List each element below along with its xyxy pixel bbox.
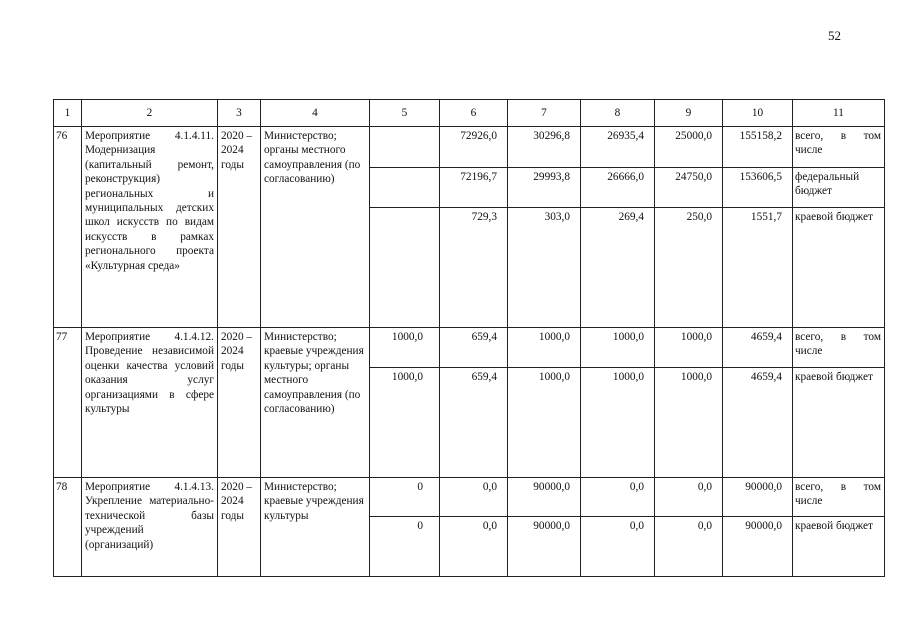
header-cell: 8 [581,100,655,127]
amount-total: 4659,4 [723,368,793,478]
table-row [54,328,885,368]
amount-col5 [370,127,440,168]
funding-source: краевой бюджет [793,368,885,478]
amount-col9: 0,0 [655,478,723,517]
amount-total: 1551,7 [723,208,793,328]
amount-col7: 1000,0 [508,328,581,368]
amount-col8: 1000,0 [581,328,655,368]
amount-col9: 24750,0 [655,168,723,208]
amount-col6: 729,3 [440,208,508,328]
header-cell: 6 [440,100,508,127]
amount-col9: 1000,0 [655,328,723,368]
executor: Министерство; краевые учреждения культуры; органы местного самоуправления (по согласованию) [261,328,370,478]
amount-col5 [370,208,440,328]
header-cell: 9 [655,100,723,127]
program-table [53,99,885,577]
event-name: Мероприятие 4.1.4.13. Укрепление материально-технической базы учреждений (организаций) [82,478,218,577]
header-cell: 4 [261,100,370,127]
table-row [54,127,885,168]
amount-total: 90000,0 [723,517,793,577]
row-number: 77 [54,328,82,478]
event-name: Мероприятие 4.1.4.12. Проведение независимой оценки качества условий оказания услуг организациями в сфере культуры [82,328,218,478]
amount-col8: 1000,0 [581,368,655,478]
amount-col7: 29993,8 [508,168,581,208]
page-number: 52 [828,28,841,43]
funding-source: всего, в том числе [793,127,885,168]
funding-source: федеральный бюджет [793,168,885,208]
row-number: 76 [54,127,82,328]
amount-col5: 0 [370,478,440,517]
row-number: 78 [54,478,82,577]
header-row [54,100,885,127]
executor: Министерство; краевые учреждения культуры [261,478,370,577]
funding-source: всего, в том числе [793,478,885,517]
amount-col7: 30296,8 [508,127,581,168]
amount-col7: 303,0 [508,208,581,328]
header-cell: 10 [723,100,793,127]
amount-col7: 90000,0 [508,478,581,517]
amount-col7: 1000,0 [508,368,581,478]
amount-col7: 90000,0 [508,517,581,577]
header-cell: 5 [370,100,440,127]
amount-col8: 269,4 [581,208,655,328]
header-cell: 1 [54,100,82,127]
amount-col5 [370,168,440,208]
amount-col8: 0,0 [581,478,655,517]
period: 2020 – 2024 годы [218,127,261,328]
amount-col9: 250,0 [655,208,723,328]
period: 2020 – 2024 годы [218,328,261,478]
amount-total: 4659,4 [723,328,793,368]
table-row [54,478,885,517]
amount-col8: 26935,4 [581,127,655,168]
amount-total: 153606,5 [723,168,793,208]
amount-total: 155158,2 [723,127,793,168]
amount-col6: 0,0 [440,517,508,577]
amount-col6: 72196,7 [440,168,508,208]
amount-col6: 659,4 [440,328,508,368]
event-name: Мероприятие 4.1.4.11. Модернизация (капитальный ремонт, реконструкция) региональных и муниципальных детских школ искусств по видам искусств в рамках регионального проекта «Культурная среда» [82,127,218,328]
amount-col5: 0 [370,517,440,577]
executor: Министерство; органы местного самоуправления (по согласованию) [261,127,370,328]
header-cell: 11 [793,100,885,127]
amount-col5: 1000,0 [370,368,440,478]
funding-source: всего, в том числе [793,328,885,368]
header-cell: 2 [82,100,218,127]
amount-col5: 1000,0 [370,328,440,368]
amount-col6: 0,0 [440,478,508,517]
amount-col9: 25000,0 [655,127,723,168]
amount-col8: 26666,0 [581,168,655,208]
header-cell: 7 [508,100,581,127]
amount-col8: 0,0 [581,517,655,577]
funding-source: краевой бюджет [793,208,885,328]
amount-col9: 1000,0 [655,368,723,478]
amount-col6: 659,4 [440,368,508,478]
amount-col9: 0,0 [655,517,723,577]
header-cell: 3 [218,100,261,127]
funding-source: краевой бюджет [793,517,885,577]
amount-col6: 72926,0 [440,127,508,168]
table-body [54,100,885,577]
amount-total: 90000,0 [723,478,793,517]
period: 2020 – 2024 годы [218,478,261,577]
